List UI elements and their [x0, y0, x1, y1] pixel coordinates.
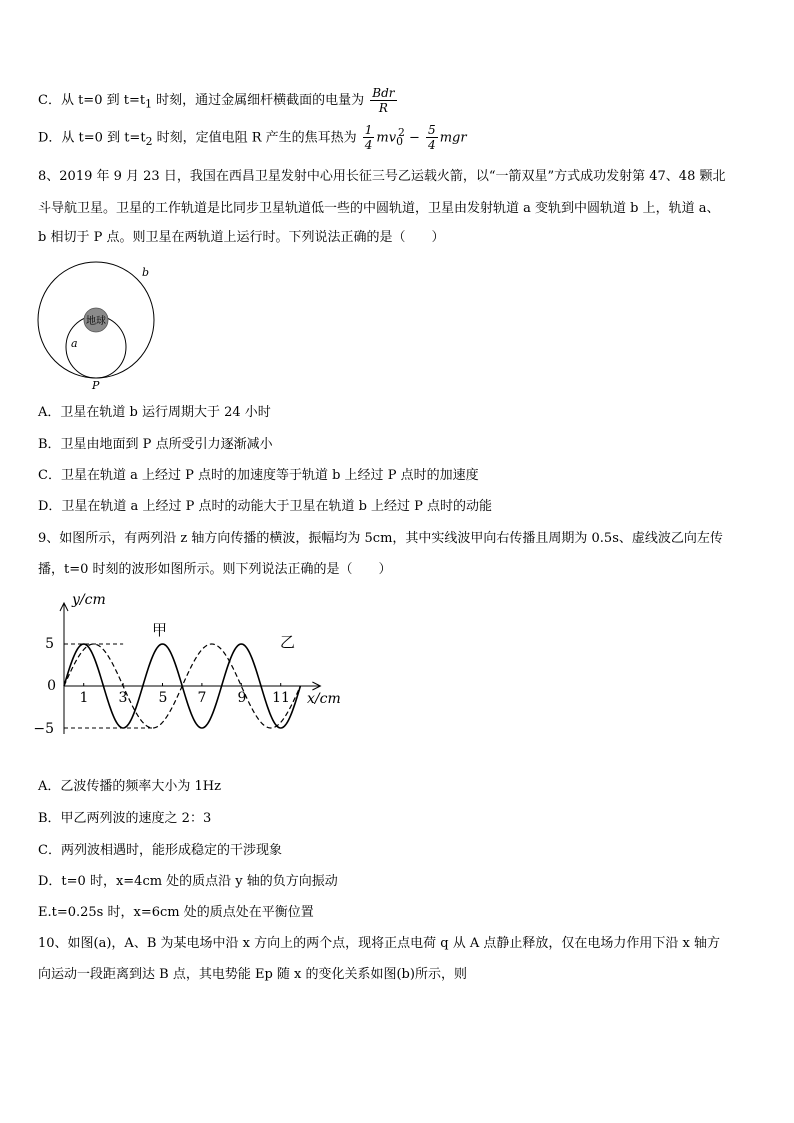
q10-stem-line-2: 向运动一段距离到达 B 点，其电势能 Ep 随 x 的变化关系如图(b)所示，则 — [38, 967, 467, 982]
orbit-b-label: b — [142, 266, 150, 279]
x-tick-1: 1 — [79, 690, 89, 706]
q9-option-e: E.t=0.25s 时，x=6cm 处的质点处在平衡位置 — [38, 905, 314, 920]
x-tick-3: 3 — [118, 690, 128, 706]
q8-stem-line-3: b 相切于 P 点。则卫星在两轨道上运行时。下列说法正确的是（ ） — [38, 230, 445, 245]
orbit-diagram — [34, 260, 174, 392]
fraction-one-quarter: $\frac{1}{4}$ — [364, 123, 373, 153]
option-c-charge: C．从 t=0 到 $t=t_1$ 时刻，通过金属细杆横截面的电量为 $\frac{\text{Bdr}}{R}$ — [38, 86, 395, 115]
orbit-a-label: a — [71, 337, 78, 350]
x-axis-label: x/cm — [307, 691, 341, 707]
q9-stem-line-2: 播，t=0 时刻的波形如图所示。则下列说法正确的是（ ） — [38, 562, 392, 577]
option-d-heat: D．从 t=0 到 $t=t_2$ 时刻，定值电阻 R 产生的焦耳热为 $\frac{1}{4}$ $mv_0^2$ − $\frac{5}{4}$ mgr — [38, 123, 467, 153]
fraction-bdr-r: $\frac{\text{Bdr}}{R}$ — [372, 86, 395, 115]
q8-option-c: C．卫星在轨道 a 上经过 P 点时的加速度等于轨道 b 上经过 P 点时的加速度 — [38, 468, 479, 483]
q9-option-c: C．两列波相遇时，能形成稳定的干涉现象 — [38, 843, 282, 858]
q9-option-b: B．甲乙两列波的速度之 2：3 — [38, 811, 212, 826]
y-tick-0: 0 — [47, 678, 56, 694]
q9-option-a: A．乙波传播的频率大小为 1Hz — [38, 779, 221, 794]
x-tick-5: 5 — [158, 690, 168, 706]
y-tick-neg5: −5 — [33, 721, 54, 737]
q8-option-b: B．卫星由地面到 P 点所受引力逐渐减小 — [38, 437, 273, 452]
q8-stem-line-2: 斗导航卫星。卫星的工作轨道是比同步卫星轨道低一些的中圆轨道，卫星由发射轨道 a 变轨到中圆轨道 b 上，轨道 a、 — [38, 201, 720, 216]
x-tick-11: 11 — [272, 690, 290, 706]
q9-option-d: D．t=0 时，x=4cm 处的质点沿 y 轴的负方向振动 — [38, 874, 338, 889]
y-axis-label: y/cm — [72, 592, 106, 608]
fraction-five-quarters: $\frac{5}{4}$ — [428, 123, 436, 153]
x-tick-9: 9 — [237, 690, 247, 706]
q8-option-d: D．卫星在轨道 a 上经过 P 点时的动能大于卫星在轨道 b 上经过 P 点时的动能 — [38, 499, 493, 514]
x-tick-7: 7 — [197, 690, 207, 706]
series-jia-label: 甲 — [152, 621, 168, 639]
q9-stem-line-1: 9、如图所示，有两列沿 z 轴方向传播的横波，振幅均为 5cm，其中实线波甲向右传播且周期为 0.5s、虚线波乙向左传 — [38, 531, 723, 546]
y-tick-5: 5 — [45, 636, 54, 652]
wave-chart — [30, 588, 350, 748]
earth-label: 地球 — [86, 316, 106, 327]
q10-stem-line-1: 10、如图(a)，A、B 为某电场中沿 x 方向上的两个点，现将正点电荷 q 从 A 点静止释放，仅在电场力作用下沿 x 轴方 — [38, 936, 720, 951]
series-yi-label: 乙 — [280, 633, 296, 651]
q8-option-a: A．卫星在轨道 b 运行周期大于 24 小时 — [38, 405, 271, 420]
point-p-label: P — [92, 379, 100, 392]
q8-stem-line-1: 8、2019 年 9 月 23 日，我国在西昌卫星发射中心用长征三号乙运载火箭，以“一箭双星”方式成功发射第 47、48 颗北 — [38, 169, 726, 184]
